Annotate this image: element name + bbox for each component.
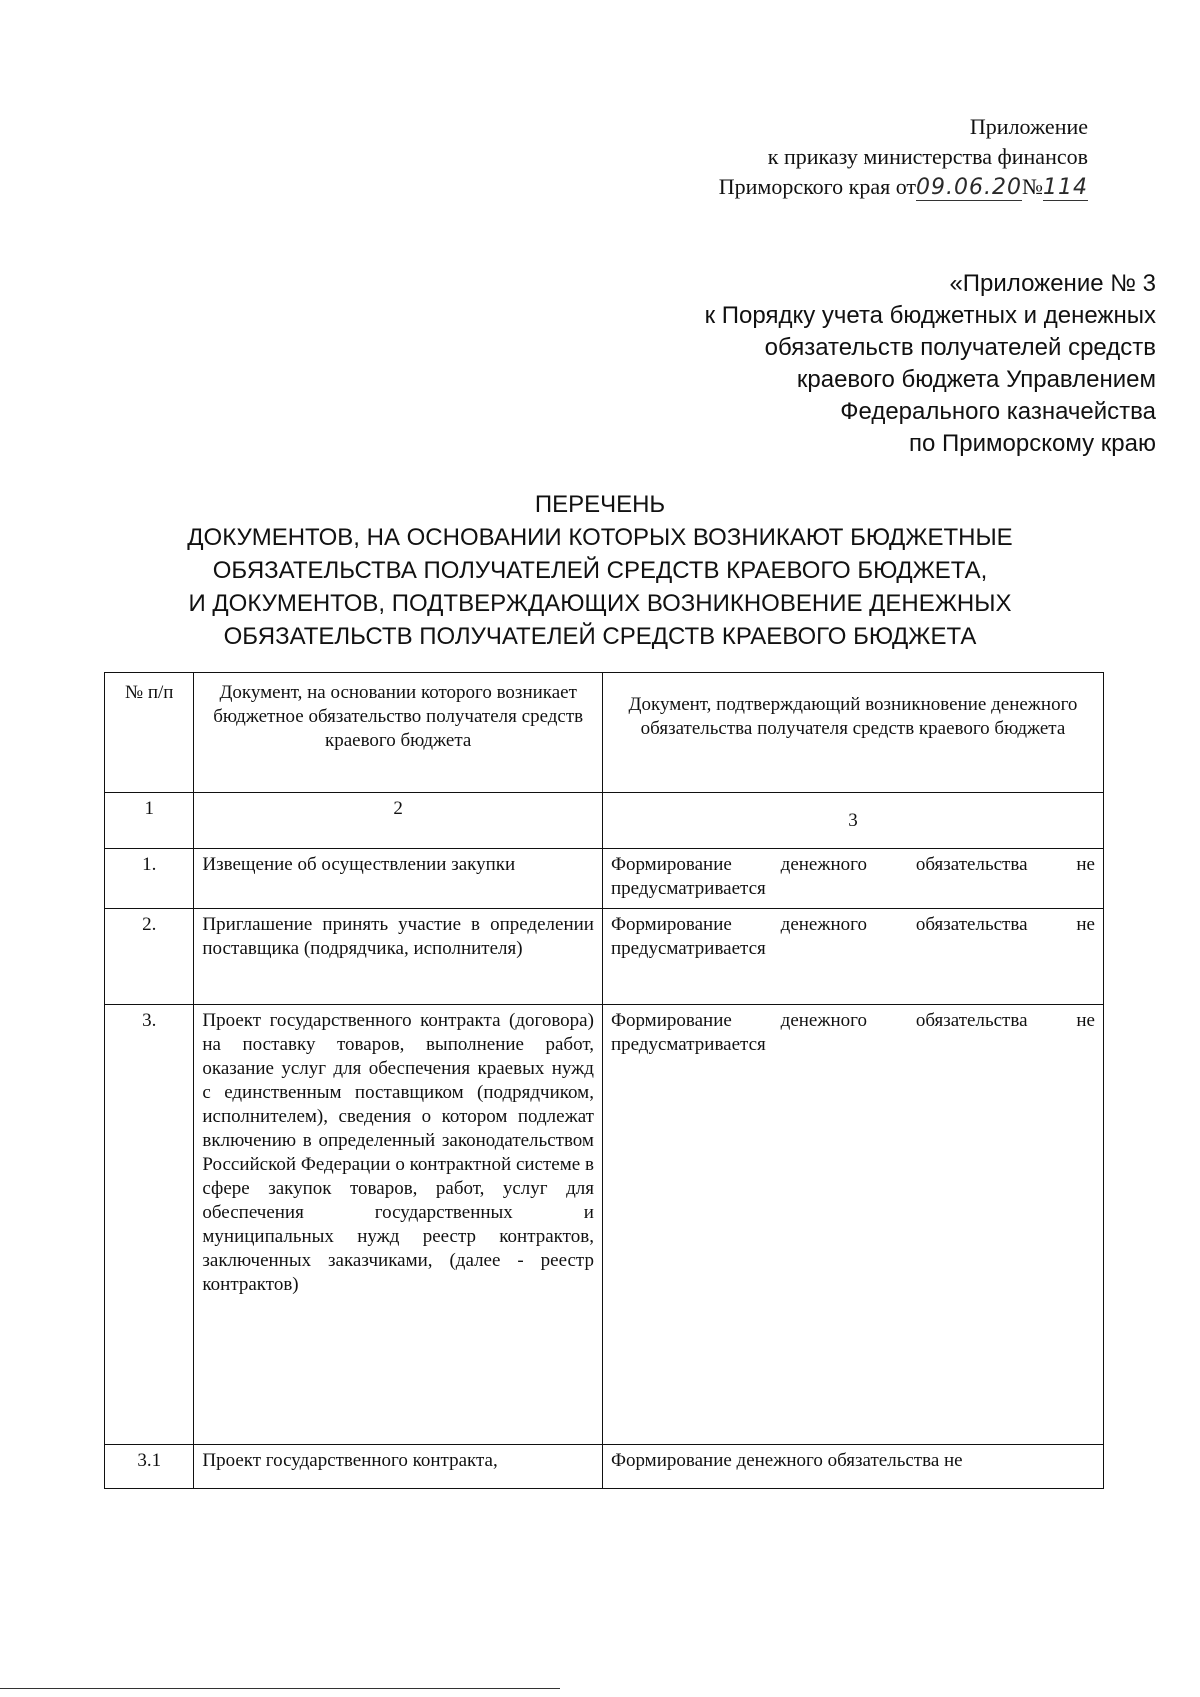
handwritten-number: 114 <box>1043 175 1088 200</box>
handwritten-date: 09.06.20 <box>916 175 1022 200</box>
table-row <box>105 1005 1104 1445</box>
header-number: № п/п <box>105 673 194 793</box>
title-line-1: ПЕРЕЧЕНЬ <box>534 491 666 518</box>
appendix-line-5: Федерального казначейства <box>840 398 1156 425</box>
row-confirm-document: Формирование денежного обязательства не предусматривается <box>602 909 1103 1005</box>
title-line-4: И ДОКУМЕНТОВ, ПОДТВЕРЖДАЮЩИХ ВОЗНИКНОВЕНИЕ ДЕНЕЖНЫХ <box>188 590 1012 617</box>
row-basis-document: Приглашение принять участие в определении поставщика (подрядчика, исполнителя) <box>194 909 603 1005</box>
table-header-row <box>105 673 1104 793</box>
row-number: 2. <box>105 909 194 1005</box>
appendix-line-4: краевого бюджета Управлением <box>796 366 1156 393</box>
table-row <box>105 849 1104 909</box>
row-confirm-document: Формирование денежного обязательства не предусматривается <box>602 849 1103 909</box>
row-number: 1. <box>105 849 194 909</box>
title-line-3: ОБЯЗАТЕЛЬСТВА ПОЛУЧАТЕЛЕЙ СРЕДСТВ КРАЕВОГО БЮДЖЕТА, <box>212 557 988 584</box>
table-column-numbers-row <box>105 793 1104 849</box>
column-number-1: 1 <box>105 793 194 849</box>
row-basis-document: Проект государственного контракта (договора) на поставку товаров, выполнение работ, оказание услуг для обеспечения краевых нужд с единственным поставщиком (подрядчиком, исполнителем), сведения о котором подлежат включению в определенный законодательством Российской Федерации о контрактной системе в сфере закупок товаров, работ, услуг для обеспечения государственных и муниципальных нужд реестр контрактов, заключенных заказчиками, (далее - реестр контрактов) <box>194 1005 603 1445</box>
row-number: 3. <box>105 1005 194 1445</box>
approval-line-2: к приказу министерства финансов <box>767 144 1088 169</box>
document-title <box>140 488 1060 653</box>
row-confirm-document: Формирование денежного обязательства не предусматривается <box>602 1005 1103 1445</box>
documents-table <box>104 672 1104 1489</box>
row-confirm-document: Формирование денежного обязательства не <box>602 1445 1103 1489</box>
number-label: № <box>1022 174 1043 199</box>
title-line-2: ДОКУМЕНТОВ, НА ОСНОВАНИИ КОТОРЫХ ВОЗНИКАЮТ БЮДЖЕТНЫЕ <box>187 524 1013 551</box>
appendix-header <box>705 268 1156 460</box>
column-number-3: 3 <box>602 793 1103 849</box>
page-bottom-rule <box>0 1688 560 1689</box>
row-basis-document: Проект государственного контракта, <box>194 1445 603 1489</box>
row-basis-document: Извещение об осуществлении закупки <box>194 849 603 909</box>
approval-stamp <box>719 112 1088 203</box>
table-row <box>105 909 1104 1005</box>
approval-line-1: Приложение <box>969 114 1088 139</box>
appendix-line-1: «Приложение № 3 <box>949 270 1156 297</box>
column-number-2: 2 <box>194 793 603 849</box>
approval-line-3-prefix: Приморского края от <box>718 174 917 199</box>
appendix-line-2: к Порядку учета бюджетных и денежных <box>704 302 1156 329</box>
appendix-line-6: по Приморскому краю <box>909 430 1156 457</box>
approval-line-3 <box>719 172 1088 203</box>
header-basis-document: Документ, на основании которого возникает бюджетное обязательство получателя средств краевого бюджета <box>194 673 603 793</box>
header-confirm-document: Документ, подтверждающий возникновение денежного обязательства получателя средств краевого бюджета <box>602 673 1103 793</box>
title-line-5: ОБЯЗАТЕЛЬСТВ ПОЛУЧАТЕЛЕЙ СРЕДСТВ КРАЕВОГО БЮДЖЕТА <box>223 623 977 650</box>
appendix-line-3: обязательств получателей средств <box>764 334 1156 361</box>
row-number: 3.1 <box>105 1445 194 1489</box>
table-row <box>105 1445 1104 1489</box>
